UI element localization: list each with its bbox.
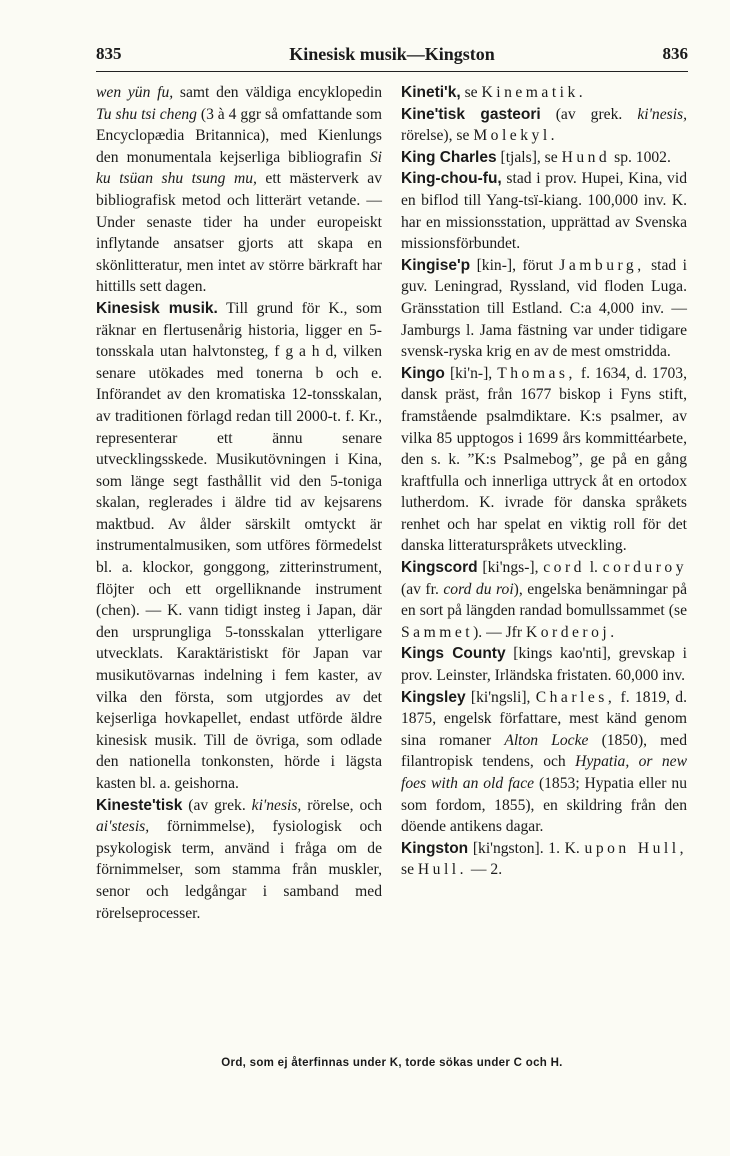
entry-king-charles [401,147,687,169]
headword: Kingsley [401,688,466,706]
text-run: ). — Jfr [473,623,526,641]
spaced-name: Jamburg, [559,256,645,274]
italic-text: Alton Locke [504,731,589,749]
headword: Kinesisk musik. [96,299,218,317]
headword: Kings County [401,645,506,663]
entry-text: stad i prov. Hupei, Kina, vid en biflod till Yang-tsï-kiang. 100,000 inv. K. har en missionsstation, upprättad av Svenska missionsförbundet. [401,170,687,253]
text-run: sp. 1002. [610,148,671,166]
text-run: samt den väldiga encyklopedin [173,84,382,101]
entry-king-chou-fu [401,168,687,254]
text-run: (av fr. [401,580,444,598]
headword: Kingston [401,839,469,857]
header-rule [96,71,688,72]
footer-note: Ord, som ej återfinnas under K, torde sökas under C och H. [221,1057,563,1069]
text-run: se [460,84,482,101]
running-title: Kinesisk musik—Kingston [289,44,495,64]
headword: Kine'tisk gasteori [401,105,541,123]
headword: Kingscord [401,559,478,577]
italic-text: Si ku tsüan shu tsung mu, [96,148,382,188]
spaced-term: corduroy [602,559,688,577]
text-run: [tjals], se [496,148,562,166]
italic-text: ki'nesis, [251,796,302,814]
text-run: ett mästerverk av bibliografisk metod och litterärt vetande. — Under senaste tider ha under europeiskt inflytande ansatser gjorts att skapa en skönlitteratur, men intet av större bärkraft har hittills sett dagen. [96,170,382,296]
text-run: (av grek. [540,105,638,123]
cross-reference: Molekyl. [473,127,559,145]
text-run: [ki'ngston]. 1. K. [468,839,585,857]
entry-kingo [401,363,687,557]
entry-kinestetisk [96,795,382,925]
spaced-name: Thomas, [497,364,576,382]
entry-kingisep [401,255,687,363]
text-run: [ki'ngs-], [477,559,544,577]
spaced-term: cord [543,559,585,577]
text-run: f. 1634, d. 1703, dansk präst, från 1677 biskop i Fyns stift, framstående psalmdiktare. K:s psalmer, av vilka 85 upptogos i 1699 års kommittéarbete, den s. k. ”K:s Psalmebog”, ge på en gång kraftfulla och innerliga uttryck åt en ortodox lutherdom. K. ivrade för danska språkets renhet och har spelat en viktig roll för det danska litteraturspråkets utveckling. [401,364,687,555]
italic-text: cord du roi [443,580,514,598]
text-run: förnimmelse), fysiologisk och psykologisk term, använd i fråga om de förnimmelser, som stamma från muskler, senor och ledgångar i samband med rörelseprocesser. [96,818,382,922]
text-run: (1850), med filantropisk tendens, och [401,731,688,771]
entry-kingston [401,838,687,881]
headword: King-chou-fu, [401,170,502,188]
spaced-name: Charles, [535,688,616,706]
text-run: se [401,861,418,879]
entry-kingsley [401,687,687,838]
spaced-name: upon Hull, [584,839,687,857]
headword: Kineti'k, [401,84,461,101]
italic-text: ai'stesis, [96,818,150,836]
text-run: (3 à 4 ggr så omfattande som Encyclopædia Britannica), med Kienlungs den monumentala kejserliga bibliografin [96,105,382,166]
text-run: ), engelska benämningar på en sort på längden randad bomullssammet (se [401,580,687,620]
italic-text: ki'nesis, [637,105,687,123]
text-run: rörelse, och [301,796,383,814]
text-run: rörelse), se [401,127,474,145]
right-column [401,82,687,881]
italic-text: wen yün fu, [96,84,174,101]
text-run: [kin-], förut [470,256,560,274]
text-run: f. 1819, d. 1875, engelsk författare, mest känd genom sina romaner [401,688,687,749]
entry-kinesisk-litteratur-continued [96,82,382,298]
entry-kingscord [401,557,687,643]
italic-text: Tu shu tsi cheng [96,105,197,123]
headword: Kineste'tisk [96,796,183,814]
page-number-left: 835 [96,44,122,63]
text-run: (av grek. [182,796,252,814]
text-run: stad i guv. Leningrad, Ryssland, vid floden Luga. Gränsstation till Estland. C:a 4,000 inv. — Jamburgs l. Jama fästning var under tidigare svensk-ryska krig en av de mest omstridda. [401,256,688,361]
entry-kinetik [401,82,687,104]
cross-reference: Sammet [401,623,474,641]
entry-kinesisk-musik [96,298,382,795]
page-number-right: 836 [662,44,688,63]
headword: King Charles [401,148,497,166]
text-run: (1853; Hypatia eller nu som fordom, 1855), en skildring från den döende antikens dagar. [401,775,687,836]
text-run: [ki'n-], [444,364,498,382]
italic-text: Hypatia, or new foes with an old face [401,753,688,792]
entry-kings-county [401,643,687,686]
headword: Kingise'p [401,256,471,274]
headword: Kingo [401,364,445,382]
text-run: — 2. [467,861,503,879]
left-column [96,82,382,924]
text-run: l. [584,559,603,577]
entry-kinetisk-gasteori [401,104,687,147]
cross-reference: Kinematik. [481,84,587,101]
cross-reference: Korderoj. [525,623,618,641]
entry-text: [kings kao'nti], grevskap i prov. Leinster, Irländska fristaten. 60,000 inv. [401,645,687,685]
text-run: [ki'ngsli], [465,688,536,706]
entry-text: Till grund för K., som räknar en flertusenårig historia, ligger en 5-tonsskala utan halvtonsteg, f g a h d, vilken senare utökades med tonerna b och e. Införandet av den kromatiska 12-tonsskalan, av traditionen förlagd redan till 2000-t. f. Kr., representerar ett ännu senare utvecklingsskede. Musikutövningen i Kina, som länge segt fasthållit vid den 5-toniga skalan, reglerades i äldre tid av kejsarens maktbud. Av ålder särskilt omtyckt är instrumentalmusiken, som utföres förmedelst bl. a. klockor, gonggong, zitterinstrument, flöjter och ett orgelliknande instrument (chen). — K. vann tidigt insteg i Japan, där den ursprungliga 5-tonsskalan ytterligare utvecklats. Karaktäristiskt för Japan var musikutövarnas indelning i fem kaster, av vilka den första, som utgjordes av det kejserliga hovkapellet, endast utförde äldre kinesisk musik. Till de övriga, som odlade den nationella tonkonsten, hörde i lägsta kasten bl. a. geishorna. [96,299,382,792]
cross-reference: Hund [561,148,611,166]
page-header [96,44,688,70]
cross-reference: Hull. [417,861,468,879]
